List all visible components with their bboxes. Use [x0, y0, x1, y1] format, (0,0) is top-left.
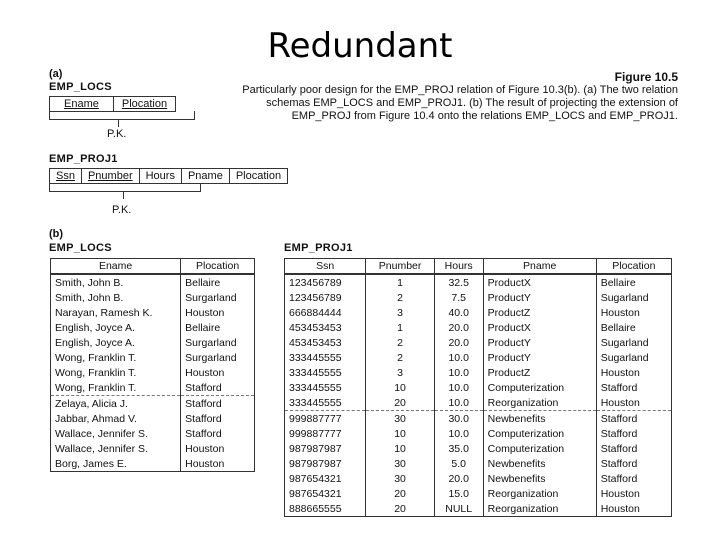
- table-cell: Newbenefits: [483, 471, 596, 486]
- table-cell: 1: [366, 320, 434, 335]
- table-cell: ProductZ: [483, 305, 596, 320]
- table-cell: 3: [366, 365, 434, 380]
- table-row: [51, 274, 255, 290]
- table-row: [285, 441, 672, 456]
- table-cell: 10: [366, 380, 434, 395]
- table-row: [285, 471, 672, 486]
- emp-locs-pk-label: P.K.: [107, 128, 127, 140]
- table-cell: Houston: [596, 305, 671, 320]
- table-cell: Stafford: [596, 471, 671, 486]
- table-cell: Houston: [596, 501, 671, 517]
- table-cell: Houston: [181, 365, 255, 380]
- table-cell: Smith, John B.: [51, 290, 181, 305]
- figure-caption: Particularly poor design for the EMP_PROJ relation of Figure 10.3(b). (a) The two relation schemas EMP_LOCS and EMP_PROJ1. (b) The result of projecting the extension of EMP_PROJ from Figure 10.4 onto the relations EMP_LOCS and EMP_PROJ1.: [242, 84, 678, 122]
- table-row: [285, 290, 672, 305]
- table-row: [51, 350, 255, 365]
- table-cell: 40.0: [434, 305, 483, 320]
- table-cell: ProductY: [483, 290, 596, 305]
- part-b-label: (b): [49, 228, 64, 240]
- table-cell: 333445555: [285, 365, 366, 380]
- table-row: [285, 350, 672, 365]
- table-cell: 10.0: [434, 426, 483, 441]
- table-cell: 20: [366, 501, 434, 517]
- table-cell: 666884444: [285, 305, 366, 320]
- table-cell: Houston: [181, 441, 255, 456]
- table-cell: Bellaire: [181, 320, 255, 335]
- table-cell: 987654321: [285, 471, 366, 486]
- table-cell: Stafford: [181, 426, 255, 441]
- table-row: [51, 441, 255, 456]
- table-row: [51, 290, 255, 305]
- table-row: [51, 305, 255, 320]
- table-cell: 10.0: [434, 365, 483, 380]
- table-cell: 123456789: [285, 274, 366, 290]
- table-cell: Houston: [596, 395, 671, 411]
- table-cell: Wong, Franklin T.: [51, 350, 181, 365]
- table-cell: 987654321: [285, 486, 366, 501]
- table-cell: Computerization: [483, 426, 596, 441]
- column-header: Pnumber: [366, 259, 434, 275]
- table-row: [285, 486, 672, 501]
- emp-proj1-table: [284, 258, 672, 517]
- table-cell: Wallace, Jennifer S.: [51, 441, 181, 456]
- table-cell: 333445555: [285, 395, 366, 411]
- table-cell: 20.0: [434, 320, 483, 335]
- emp-proj1-schema: [49, 168, 288, 184]
- table-cell: ProductX: [483, 274, 596, 290]
- table-row: [285, 411, 672, 427]
- table-cell: 987987987: [285, 456, 366, 471]
- table-row: [285, 426, 672, 441]
- column-header: Plocation: [596, 259, 671, 275]
- table-cell: Surgarland: [181, 290, 255, 305]
- figure-number: Figure 10.5: [614, 70, 678, 84]
- table-cell: 2: [366, 335, 434, 350]
- table-cell: Stafford: [181, 396, 255, 412]
- table-cell: Stafford: [181, 380, 255, 396]
- table-cell: Stafford: [596, 456, 671, 471]
- table-cell: Newbenefits: [483, 456, 596, 471]
- table-cell: Sugarland: [596, 350, 671, 365]
- table-cell: ProductY: [483, 350, 596, 365]
- column-header: Ename: [51, 259, 181, 275]
- table-cell: 5.0: [434, 456, 483, 471]
- table-cell: Stafford: [596, 441, 671, 456]
- table-cell: 10: [366, 426, 434, 441]
- table-cell: 30: [366, 456, 434, 471]
- table-cell: Zelaya, Alicia J.: [51, 396, 181, 412]
- table-cell: 999887777: [285, 411, 366, 427]
- table-cell: ProductY: [483, 335, 596, 350]
- table-cell: ProductX: [483, 320, 596, 335]
- table-cell: 30: [366, 411, 434, 427]
- table-cell: 10.0: [434, 350, 483, 365]
- table-cell: Houston: [596, 365, 671, 380]
- table-cell: 999887777: [285, 426, 366, 441]
- schema-attribute: Hours: [139, 169, 181, 184]
- table-cell: Bellaire: [596, 320, 671, 335]
- table-cell: 10: [366, 441, 434, 456]
- table-cell: 35.0: [434, 441, 483, 456]
- table-row: [51, 411, 255, 426]
- table-cell: Stafford: [596, 380, 671, 395]
- table-row: [285, 335, 672, 350]
- table-cell: 333445555: [285, 350, 366, 365]
- table-cell: Narayan, Ramesh K.: [51, 305, 181, 320]
- table-cell: 10.0: [434, 380, 483, 395]
- table-cell: Houston: [181, 456, 255, 472]
- table-cell: Borg, James E.: [51, 456, 181, 472]
- table-cell: Sugarland: [596, 290, 671, 305]
- table-cell: Bellaire: [596, 274, 671, 290]
- table-cell: 30: [366, 471, 434, 486]
- table-cell: Sugarland: [596, 335, 671, 350]
- pk2-bracket-bar: [49, 191, 201, 192]
- table-cell: 987987987: [285, 441, 366, 456]
- table-row: [285, 380, 672, 395]
- pk2-bracket-stem: [123, 191, 124, 199]
- column-header: Ssn: [285, 259, 366, 275]
- table-row: [51, 456, 255, 472]
- table-cell: Wallace, Jennifer S.: [51, 426, 181, 441]
- table-cell: Reorganization: [483, 395, 596, 411]
- table-cell: ProductZ: [483, 365, 596, 380]
- table-cell: Surgarland: [181, 350, 255, 365]
- table-row: [285, 320, 672, 335]
- schema-attribute: Ssn: [50, 169, 82, 184]
- table-cell: Surgarland: [181, 335, 255, 350]
- table-cell: 888665555: [285, 501, 366, 517]
- table-cell: 20.0: [434, 471, 483, 486]
- table-cell: Jabbar, Ahmad V.: [51, 411, 181, 426]
- table-cell: 15.0: [434, 486, 483, 501]
- table-cell: Reorganization: [483, 501, 596, 517]
- table-cell: English, Joyce A.: [51, 335, 181, 350]
- table-cell: 30.0: [434, 411, 483, 427]
- column-header: Plocation: [181, 259, 255, 275]
- table-cell: 2: [366, 290, 434, 305]
- table-cell: 123456789: [285, 290, 366, 305]
- table-row: [285, 501, 672, 517]
- table-cell: 2: [366, 350, 434, 365]
- table-row: [285, 305, 672, 320]
- table-cell: Smith, John B.: [51, 274, 181, 290]
- table-cell: Bellaire: [181, 274, 255, 290]
- table-cell: Computerization: [483, 380, 596, 395]
- column-header: Hours: [434, 259, 483, 275]
- table-cell: Reorganization: [483, 486, 596, 501]
- table-cell: 7.5: [434, 290, 483, 305]
- schema-attribute: Pnumber: [81, 169, 139, 184]
- schema-attribute: Plocation: [113, 97, 175, 112]
- table-cell: Newbenefits: [483, 411, 596, 427]
- slide-title: Redundant: [267, 26, 453, 66]
- schema-attribute: Plocation: [229, 169, 287, 184]
- table-row: [285, 274, 672, 290]
- table-cell: Stafford: [596, 426, 671, 441]
- table-cell: 32.5: [434, 274, 483, 290]
- table-row: [51, 426, 255, 441]
- pk-bracket-bar: [49, 119, 195, 120]
- table-row: [285, 456, 672, 471]
- emp-proj1-pk-label: P.K.: [112, 204, 132, 216]
- table-cell: Houston: [596, 486, 671, 501]
- table-cell: Stafford: [181, 411, 255, 426]
- table-cell: Computerization: [483, 441, 596, 456]
- table-cell: NULL: [434, 501, 483, 517]
- table-cell: 3: [366, 305, 434, 320]
- emp-locs-schema-name: EMP_LOCS: [49, 81, 112, 93]
- table-row: [51, 396, 255, 412]
- column-header: Pname: [483, 259, 596, 275]
- table-row: [51, 380, 255, 396]
- table-cell: 20: [366, 395, 434, 411]
- table-cell: Stafford: [596, 411, 671, 427]
- table-cell: 453453453: [285, 320, 366, 335]
- table-cell: 1: [366, 274, 434, 290]
- table-row: [51, 320, 255, 335]
- table-row: [285, 365, 672, 380]
- table-row: [285, 395, 672, 411]
- table-cell: 10.0: [434, 395, 483, 411]
- table-cell: Houston: [181, 305, 255, 320]
- emp-locs-table-name: EMP_LOCS: [49, 242, 112, 254]
- pk-bracket-stem: [118, 119, 119, 127]
- table-cell: 20.0: [434, 335, 483, 350]
- table-cell: Wong, Franklin T.: [51, 365, 181, 380]
- table-cell: 333445555: [285, 380, 366, 395]
- emp-proj1-table-name: EMP_PROJ1: [284, 242, 353, 254]
- table-cell: 453453453: [285, 335, 366, 350]
- table-row: [51, 335, 255, 350]
- emp-locs-schema: [49, 96, 176, 112]
- schema-attribute: Ename: [50, 97, 114, 112]
- table-cell: 20: [366, 486, 434, 501]
- table-row: [51, 365, 255, 380]
- table-cell: Wong, Franklin T.: [51, 380, 181, 396]
- emp-locs-table: [50, 258, 255, 472]
- schema-attribute: Pname: [181, 169, 229, 184]
- part-a-label: (a): [49, 68, 63, 80]
- emp-proj1-schema-name: EMP_PROJ1: [49, 153, 118, 165]
- table-cell: English, Joyce A.: [51, 320, 181, 335]
